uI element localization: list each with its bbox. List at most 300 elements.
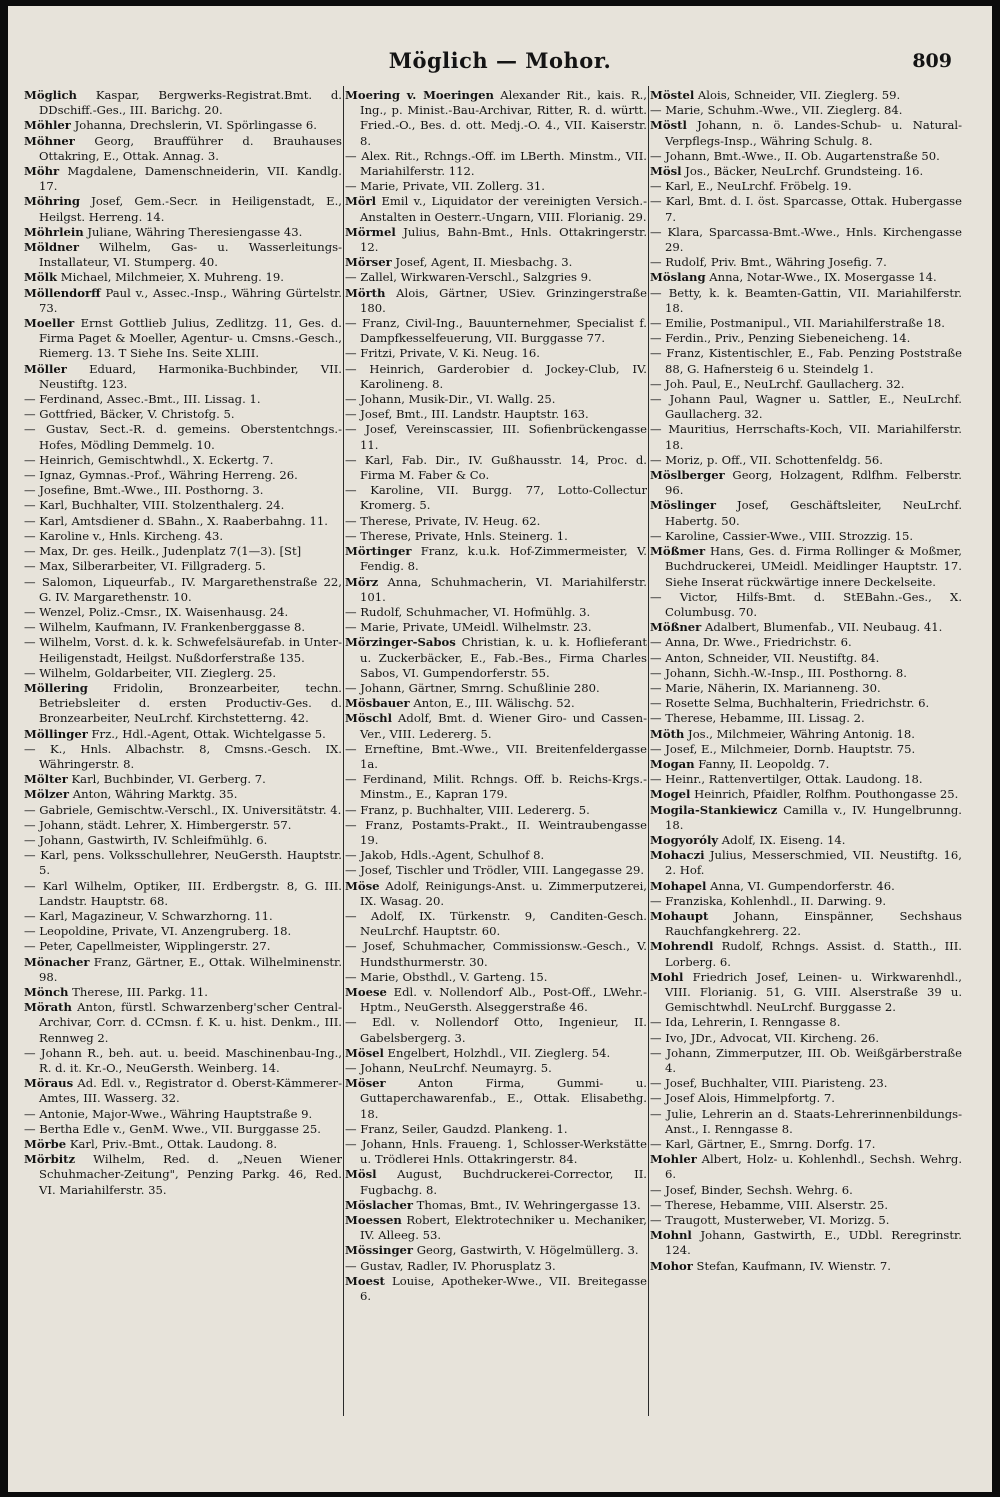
entry-details: Karl, Priv.-Bmt., Ottak. Laudong. 8. [66, 1137, 278, 1152]
entry-surname: Mogan [650, 756, 695, 771]
entry-surname: Möllendorff [24, 285, 101, 300]
entry-surname: Möstel [650, 88, 695, 102]
directory-entry [650, 1015, 962, 1030]
directory-entry [24, 787, 342, 802]
entry-details: Ernst Gottlieb Julius, Zedlitzg. 11, Ges. d. Firma Paget & Moeller, Agentur- u. Cmsns.-Gesch., Riemerg. 13. T Siehe Ins. Seite XLIII. [39, 316, 342, 361]
entry-details: Ad. Edl. v., Registrator d. Oberst-Kämmerer-Amtes, III. Wasserg. 32. [39, 1076, 342, 1106]
entry-details: — Max, Silberarbeiter, VI. Fillgraderg. 5. [24, 559, 266, 574]
entry-details: — Emilie, Postmanipul., VII. Mariahilferstraße 18. [650, 316, 945, 331]
directory-entry [24, 772, 342, 787]
entry-details: — Karl Wilhelm, Optiker, III. Erdbergstr. 8, G. III. Landstr. Hauptstr. 68. [24, 878, 342, 908]
directory-entry [345, 605, 647, 620]
directory-entry [650, 803, 962, 833]
entry-details: Anna, Notar-Wwe., IX. Mosergasse 14. [705, 270, 937, 285]
entry-details: Josef, Gem.-Secr. in Heiligenstadt, E., Heilgst. Herreng. 14. [39, 194, 342, 224]
entry-details: Johann, Einspänner, Sechshaus Rauchfangkehrerg. 22. [665, 908, 962, 939]
entry-details: Engelbert, Holzhdl., VII. Zieglerg. 54. [383, 1045, 611, 1060]
directory-entry [24, 833, 342, 848]
entry-details: — Karl, Buchhalter, VIII. Stolzenthalerg. 24. [24, 498, 285, 513]
entry-details: Louise, Apotheker-Wwe., VII. Breitegasse 6. [360, 1273, 647, 1304]
entry-surname: Möslang [650, 270, 706, 285]
entry-details: — Heinrich, Gemischtwhdl., X. Eckertg. 7. [24, 452, 274, 467]
entry-details: Franz, Gärtner, E., Ottak. Wilhelminenstr. 98. [39, 954, 342, 984]
directory-entry [650, 422, 962, 452]
entry-surname: Mörser [345, 255, 392, 270]
entry-details: — Rosette Selma, Buchhalterin, Friedrichstr. 6. [650, 696, 930, 711]
directory-entry [24, 225, 342, 240]
entry-surname: Moeller [24, 316, 75, 331]
directory-entry [345, 149, 647, 179]
directory-entry [650, 118, 962, 148]
directory-entry [24, 1076, 342, 1106]
directory-entry [345, 1076, 647, 1122]
directory-entry [24, 955, 342, 985]
directory-entry [24, 818, 342, 833]
entry-details: — Wenzel, Poliz.-Cmsr., IX. Waisenhausg. 24. [24, 604, 289, 619]
entry-surname: Mörl [345, 194, 377, 209]
entry-details: — Zallel, Wirkwaren-Verschl., Salzgries 9. [345, 270, 592, 285]
directory-entry [345, 620, 647, 635]
entry-details: — Johann, Hnls. Fraueng. 1, Schlosser-Werkstätte u. Trödlerei Hnls. Ottakringerstr. 84. [345, 1137, 647, 1167]
directory-entry [345, 392, 647, 407]
entry-details: — Marie, Private, UMeidl. Wilhelmstr. 23. [345, 620, 592, 635]
directory-entry [650, 681, 962, 696]
entry-surname: Mönch [24, 984, 69, 999]
directory-entry [650, 1213, 962, 1228]
directory-entry [650, 1183, 962, 1198]
directory-entry [650, 1046, 962, 1076]
directory-entry [345, 1122, 647, 1137]
directory-entry [345, 194, 647, 224]
directory-entry [650, 894, 962, 909]
directory-entry [650, 772, 962, 787]
directory-entry [24, 1046, 342, 1076]
entry-details: Anton, Währing Marktg. 35. [69, 787, 238, 802]
entry-details: — Wilhelm, Kaufmann, IV. Frankenberggasse 8. [24, 620, 306, 635]
entry-details: Alexander Rit., kais. R., Ing., p. Minist.-Bau-Archivar, Ritter, R. d. württ. Fried.-O., Bes. d. ott. Medj.-O. 4., VII. Kaiserstr. 8. [360, 88, 647, 148]
entry-details: — Anton, Schneider, VII. Neustiftg. 84. [650, 650, 880, 665]
directory-entry [345, 179, 647, 194]
entry-details: Alois, Gärtner, USiev. Grinzingerstraße 180. [360, 285, 647, 315]
directory-entry [24, 407, 342, 422]
directory-entry [24, 848, 342, 878]
directory-entry [650, 727, 962, 742]
entry-surname: Mösl [345, 1167, 377, 1182]
directory-entry [345, 879, 647, 909]
page-header [8, 42, 992, 82]
directory-entry [24, 620, 342, 635]
entry-surname: Moese [345, 984, 387, 999]
directory-entry [345, 818, 647, 848]
directory-entry [650, 346, 962, 376]
entry-details: — Johann, Bmt.-Wwe., II. Ob. Augartenstraße 50. [650, 148, 940, 163]
entry-details: — Mauritius, Herrschafts-Koch, VII. Mariahilferstr. 18. [650, 422, 962, 452]
directory-entry [345, 529, 647, 544]
entry-surname: Mohapel [650, 878, 707, 893]
entry-details: — Julie, Lehrerin an d. Staats-Lehrerinnenbildungs-Anst., I. Renngasse 8. [650, 1106, 962, 1136]
entry-details: — Antonie, Major-Wwe., Währing Hauptstraße 9. [24, 1106, 313, 1121]
entry-surname: Mörzinger-Sabos [345, 635, 456, 650]
directory-column-middle [345, 88, 647, 1448]
directory-entry [650, 848, 962, 878]
directory-entry [24, 1000, 342, 1046]
entry-details: — Ignaz, Gymnas.-Prof., Währing Herreng. 26. [24, 468, 298, 483]
directory-entry [345, 909, 647, 939]
entry-details: — Ferdin., Priv., Penzing Siebeneicheng. 14. [650, 331, 911, 346]
directory-entry [24, 559, 342, 574]
entry-details: Karl, Buchbinder, VI. Gerberg. 7. [67, 772, 266, 787]
entry-details: Franz, k.u.k. Hof-Zimmermeister, V. Fendig. 8. [360, 544, 647, 574]
entry-details: Robert, Elektrotechniker u. Mechaniker, IV. Alleeg. 53. [360, 1213, 647, 1243]
directory-entry [345, 1259, 647, 1274]
entry-surname: Moessen [345, 1213, 402, 1228]
directory-entry [345, 970, 647, 985]
directory-entry [24, 879, 342, 909]
directory-entry [345, 635, 647, 681]
entry-details: — Johann, NeuLrchf. Neumayrg. 5. [345, 1061, 552, 1075]
entry-details: Fanny, II. Leopoldg. 7. [694, 756, 830, 771]
entry-surname: Mohor [650, 1258, 693, 1273]
directory-entry [24, 483, 342, 498]
entry-details: — Ivo, JDr., Advocat, VII. Kircheng. 26. [650, 1030, 880, 1045]
entry-details: — Anna, Dr. Wwe., Friedrichstr. 6. [650, 635, 852, 650]
directory-entry [650, 787, 962, 802]
entry-details: — Marie, Näherin, IX. Marianneng. 30. [650, 680, 881, 695]
directory-entry [345, 407, 647, 422]
entry-details: — Marie, Schuhm.-Wwe., VII. Zieglerg. 84. [650, 103, 903, 118]
entry-details: — Bertha Edle v., GenM. Wwe., VII. Burggasse 25. [24, 1121, 321, 1136]
entry-details: Friedrich Josef, Leinen- u. Wirkwarenhdl., VIII. Florianig. 51, G. VIII. Alserstraße 39 u. Gemischtwhdl. NeuLrchf. Burggasse 2. [665, 969, 962, 1015]
entry-details: — Johann Paul, Wagner u. Sattler, E., NeuLrchf. Gaullacherg. 32. [650, 392, 962, 422]
directory-entry [650, 392, 962, 422]
entry-surname: Möslberger [650, 468, 725, 483]
entry-details: Eduard, Harmonika-Buchbinder, VII. Neustiftg. 123. [39, 361, 342, 391]
entry-details: Edl. v. Nollendorf Alb., Post-Off., LWehr.-Hptm., NeuGersth. Alseggerstraße 46. [360, 984, 647, 1015]
entry-details: — Josef, Buchhalter, VIII. Piaristeng. 23. [650, 1076, 888, 1091]
directory-entry [650, 270, 962, 285]
directory-entry [345, 88, 647, 149]
entry-details: — Johann, Musik-Dir., VI. Wallg. 25. [345, 392, 556, 407]
directory-entry [24, 270, 342, 285]
directory-entry [345, 696, 647, 711]
entry-surname: Mößmer [650, 544, 706, 559]
entry-details: — Moriz, p. Off., VII. Schottenfeldg. 56. [650, 452, 883, 467]
entry-details: — Peter, Capellmeister, Wipplingerstr. 27. [24, 939, 271, 954]
entry-surname: Mohnl [650, 1228, 692, 1243]
directory-page [8, 6, 992, 1492]
entry-details: — Leopoldine, Private, VI. Anzengruberg. 18. [24, 924, 292, 939]
entry-details: Anton Firma, Gummi- u. Guttaperchawarenfab., E., Ottak. Elisabethg. 18. [360, 1076, 647, 1121]
directory-entry [345, 255, 647, 270]
entry-details: — Johann, städt. Lehrer, X. Himbergerstr. 57. [24, 817, 292, 832]
entry-details: — Franz, Civil-Ing., Bauunternehmer, Specialist f. Dampfkesselfeuerung, VII. Burggasse 77. [345, 316, 647, 346]
entry-details: Johanna, Drechslerin, VI. Spörlingasse 6. [70, 118, 317, 133]
directory-entry [650, 255, 962, 270]
directory-entry [650, 1228, 962, 1258]
entry-details: Albert, Holz- u. Kohlenhdl., Sechsh. Wehrg. 6. [665, 1152, 962, 1182]
page-title: Möglich — Mohor. [388, 48, 612, 73]
entry-details: — Johann, Gärtner, Smrng. Schußlinie 280. [345, 680, 600, 695]
directory-entry [650, 544, 962, 590]
directory-entry [650, 88, 962, 103]
directory-entry [24, 939, 342, 954]
entry-details: — Karl, Magazineur, V. Schwarzhorng. 11. [24, 908, 273, 923]
entry-details: Rudolf, Rchngs. Assist. d. Statth., III. Lorberg. 6. [665, 939, 962, 969]
directory-entry [345, 1213, 647, 1243]
entry-details: — Franz, p. Buchhalter, VIII. Ledererg. 5. [345, 802, 590, 817]
entry-details: Wilhelm, Gas- u. Wasserleitungs-Installateur, VI. Stumperg. 40. [39, 240, 342, 270]
entry-details: — Heinr., Rattenvertilger, Ottak. Laudong. 18. [650, 772, 923, 787]
directory-entry [650, 1259, 962, 1274]
entry-details: — Karl, Bmt. d. I. öst. Sparcasse, Ottak. Hubergasse 7. [650, 194, 962, 224]
entry-details: Josef, Agent, II. Miesbachg. 3. [391, 255, 573, 270]
entry-details: Paul v., Assec.-Insp., Währing Gürtelstr. 73. [39, 285, 342, 315]
entry-details: — Fritzi, Private, V. Ki. Neug. 16. [345, 346, 540, 361]
entry-details: August, Buchdruckerei-Corrector, II. Fugbachg. 8. [360, 1167, 647, 1197]
directory-entry [650, 1091, 962, 1106]
entry-surname: Mölzer [24, 787, 70, 802]
directory-entry [24, 635, 342, 665]
entry-details: — Josef, Vereinscassier, III. Sofienbrückengasse 11. [345, 422, 647, 452]
entry-details: Georg, Gastwirth, V. Högelmüllerg. 3. [413, 1243, 639, 1258]
directory-entry [345, 1274, 647, 1304]
entry-details: — Alex. Rit., Rchngs.-Off. im LBerth. Minstm., VII. Mariahilferstr. 112. [345, 148, 647, 179]
directory-entry [345, 362, 647, 392]
directory-entry [650, 635, 962, 650]
entry-details: — Johann R., beh. aut. u. beeid. Maschinenbau-Ing., R. d. it. Kr.-O., NeuGersth. Weinberg. 14. [24, 1045, 342, 1075]
directory-entry [650, 909, 962, 939]
entry-details: — Josef, Tischler und Trödler, VIII. Langegasse 29. [345, 863, 645, 878]
entry-details: — Adolf, IX. Türkenstr. 9, Canditen-Gesch. NeuLrchf. Hauptstr. 60. [345, 908, 647, 939]
entry-details: — Joh. Paul, E., NeuLrchf. Gaullacherg. 32. [650, 376, 905, 391]
entry-details: Fridolin, Bronzearbeiter, techn. Betriebsleiter d. ersten Productiv-Ges. d. Bronzearbeiter, NeuLrchf. Kirchstetterng. 42. [39, 680, 342, 726]
directory-entry [650, 711, 962, 726]
entry-details: — Josef, E., Milchmeier, Dornb. Hauptstr. 75. [650, 741, 916, 756]
entry-details: — Edl. v. Nollendorf Otto, Ingenieur, II. Gabelsbergerg. 3. [345, 1015, 647, 1045]
directory-entry [24, 529, 342, 544]
entry-surname: Möllinger [24, 726, 88, 741]
entry-surname: Moest [345, 1273, 385, 1288]
entry-details: Jos., Bäcker, NeuLrchf. Grundsteing. 16. [681, 164, 924, 179]
directory-entry [345, 316, 647, 346]
entry-details: — Ida, Lehrerin, I. Renngasse 8. [650, 1015, 841, 1030]
directory-entry [24, 909, 342, 924]
page-number: 809 [912, 50, 952, 72]
directory-entry [345, 225, 647, 255]
directory-entry [650, 651, 962, 666]
directory-entry [650, 286, 962, 316]
entry-details: Georg, Holzagent, Rdlfhm. Felberstr. 96. [665, 468, 962, 498]
entry-details: Adolf, IX. Eiseng. 14. [718, 832, 846, 847]
entry-details: Georg, Braufführer d. Brauhauses Ottakring, E., Ottak. Annag. 3. [39, 133, 342, 163]
entry-details: — Karl, pens. Volksschullehrer, NeuGersth. Hauptstr. 5. [24, 848, 342, 878]
entry-details: Anna, Schuhmacherin, VI. Mariahilferstr. 101. [360, 574, 647, 604]
directory-entry [24, 1122, 342, 1137]
entry-details: Anton, E., III. Wälischg. 52. [409, 696, 575, 711]
entry-surname: Möhner [24, 133, 75, 148]
directory-entry [24, 498, 342, 513]
entry-surname: Möse [345, 878, 380, 893]
entry-details: — Victor, Hilfs-Bmt. d. StEBahn.-Ges., X. Columbusg. 70. [650, 589, 962, 619]
directory-entry [24, 134, 342, 164]
entry-details: — Jakob, Hdls.-Agent, Schulhof 8. [345, 848, 545, 863]
directory-entry [650, 164, 962, 179]
entry-details: — Therese, Private, Hnls. Steinerg. 1. [345, 528, 568, 543]
entry-surname: Mösel [345, 1045, 384, 1060]
directory-entry [650, 757, 962, 772]
entry-details: — Wilhelm, Goldarbeiter, VII. Zieglerg. 25. [24, 665, 277, 680]
entry-surname: Mösbauer [345, 696, 410, 711]
entry-surname: Mohrendl [650, 939, 714, 954]
entry-details: — Karl, E., NeuLrchf. Fröbelg. 19. [650, 179, 852, 194]
directory-entry [650, 1152, 962, 1182]
column-divider [343, 86, 344, 1416]
directory-entry [24, 924, 342, 939]
entry-surname: Mörz [345, 574, 379, 589]
entry-surname: Mösl [650, 164, 682, 179]
directory-entry [24, 742, 342, 772]
directory-entry [345, 270, 647, 285]
entry-surname: Möraus [24, 1076, 74, 1091]
directory-entry [650, 225, 962, 255]
entry-surname: Mölk [24, 270, 58, 285]
directory-entry [345, 483, 647, 513]
directory-entry [650, 149, 962, 164]
entry-surname: Möglich [24, 88, 77, 102]
directory-entry [345, 575, 647, 605]
directory-entry [24, 803, 342, 818]
directory-entry [24, 88, 342, 118]
entry-surname: Mohler [650, 1152, 697, 1167]
directory-entry [345, 422, 647, 452]
directory-entry [24, 575, 342, 605]
directory-entry [650, 939, 962, 969]
entry-surname: Möhring [24, 194, 81, 209]
entry-details: Thomas, Bmt., IV. Wehringergasse 13. [412, 1197, 641, 1212]
entry-surname: Mörtinger [345, 544, 412, 559]
entry-surname: Mörbe [24, 1137, 67, 1152]
entry-surname: Möhr [24, 164, 60, 179]
directory-entry [345, 1061, 647, 1076]
entry-details: — Franz, Kistentischler, E., Fab. Penzing Poststraße 88, G. Hafnersteig 6 u. Steindelg 1. [650, 346, 962, 376]
entry-details: — Therese, Private, IV. Heug. 62. [345, 513, 541, 528]
entry-details: — Karoline v., Hnls. Kircheng. 43. [24, 528, 224, 543]
entry-details: — Rudolf, Schuhmacher, VI. Hofmühlg. 3. [345, 604, 591, 619]
directory-entry [24, 666, 342, 681]
directory-entry [650, 1198, 962, 1213]
entry-surname: Mörbitz [24, 1152, 76, 1167]
entry-details: — Gottfried, Bäcker, V. Christofg. 5. [24, 407, 235, 422]
entry-details: — Josef, Bmt., III. Landstr. Hauptstr. 163. [345, 407, 589, 422]
directory-entry [650, 696, 962, 711]
directory-entry [650, 377, 962, 392]
directory-entry [650, 498, 962, 528]
entry-surname: Möslinger [650, 498, 716, 513]
directory-entry [650, 879, 962, 894]
entry-surname: Mohaupt [650, 908, 709, 923]
entry-details: Adolf, Bmt. d. Wiener Giro- und Cassen-Ver., VIII. Ledererg. 5. [360, 711, 647, 741]
entry-surname: Mönacher [24, 954, 90, 969]
entry-surname: Möldner [24, 240, 79, 255]
directory-entry [345, 772, 647, 802]
entry-details: Heinrich, Pfaidler, Rolfhm. Pouthongasse 25. [690, 787, 959, 802]
directory-entry [345, 985, 647, 1015]
directory-column-right [650, 88, 962, 1448]
directory-entry [24, 118, 342, 133]
directory-entry [24, 164, 342, 194]
entry-details: — Franz, Postamts-Prakt., II. Weintraubengasse 19. [345, 817, 647, 847]
entry-details: — Josef Alois, Himmelpfortg. 7. [650, 1091, 835, 1106]
directory-entry [24, 286, 342, 316]
directory-entry [345, 1015, 647, 1045]
entry-details: — Gustav, Radler, IV. Phorusplatz 3. [345, 1258, 556, 1273]
entry-details: Christian, k. u. k. Hoflieferant u. Zuckerbäcker, E., Fab.-Bes., Firma Charles Sabos, VI. Gumpendorferstr. 55. [360, 635, 647, 680]
directory-entry [650, 194, 962, 224]
directory-entry [650, 1107, 962, 1137]
entry-details: Frz., Hdl.-Agent, Ottak. Wichtelgasse 5. [87, 726, 326, 741]
entry-details: — Salomon, Liqueurfab., IV. Margarethenstraße 22, G. IV. Margarethenstr. 10. [24, 574, 342, 604]
entry-details: — Max, Dr. ges. Heilk., Judenplatz 7(1—3). [St] [24, 544, 302, 559]
entry-details: — Josef, Schuhmacher, Commissionsw.-Gesch., V. Hundsthurmerstr. 30. [345, 939, 647, 969]
entry-details: — Therese, Hebamme, III. Lissag. 2. [650, 711, 865, 726]
directory-entry [345, 514, 647, 529]
directory-entry [24, 1107, 342, 1122]
entry-details: Josef, Geschäftsleiter, NeuLrchf. Habertg. 50. [665, 498, 962, 528]
directory-entry [650, 590, 962, 620]
entry-details: — Marie, Obsthdl., V. Garteng. 15. [345, 969, 548, 984]
entry-details: Wilhelm, Red. d. „Neuen Wiener Schuhmacher-Zeitung", Penzing Parkg. 46, Red. VI. Mariahilferstr. 35. [39, 1152, 342, 1197]
entry-details: — Klara, Sparcassa-Bmt.-Wwe., Hnls. Kirchengasse 29. [650, 224, 962, 255]
entry-details: — Wilhelm, Vorst. d. k. k. Schwefelsäurefab. in Unter-Heiligenstadt, Heilgst. Nußdorferstraße 135. [24, 635, 342, 665]
directory-entry [345, 544, 647, 574]
entry-details: Alois, Schneider, VII. Zieglerg. 59. [694, 88, 901, 102]
directory-entry [24, 422, 342, 452]
entry-details: — Ferdinand, Milit. Rchngs. Off. b. Reichs-Krgs.-Minstm., E., Kapran 179. [345, 772, 647, 802]
directory-entry [24, 985, 342, 1000]
entry-details: Julius, Bahn-Bmt., Hnls. Ottakringerstr. 12. [360, 224, 647, 255]
directory-entry [650, 529, 962, 544]
directory-entry [345, 742, 647, 772]
entry-surname: Mohl [650, 969, 684, 984]
entry-details: — Gustav, Sect.-R. d. gemeins. Oberstentchngs.-Hofes, Mödling Demmelg. 10. [24, 422, 342, 452]
directory-entry [345, 1198, 647, 1213]
entry-surname: Möstl [650, 118, 687, 133]
directory-entry [24, 1152, 342, 1198]
entry-surname: Mössinger [345, 1243, 414, 1258]
directory-entry [24, 316, 342, 362]
entry-details: — Josef, Binder, Sechsh. Wehrg. 6. [650, 1182, 853, 1197]
directory-entry [24, 392, 342, 407]
entry-details: Johann, n. ö. Landes-Schub- u. Natural-Verpflegs-Insp., Währing Schulg. 8. [665, 118, 962, 148]
directory-entry [650, 331, 962, 346]
entry-surname: Möschl [345, 711, 392, 726]
entry-details: — Karoline, VII. Burgg. 77, Lotto-Collectur Kromerg. 5. [345, 483, 647, 513]
entry-details: Julius, Messerschmied, VII. Neustiftg. 16, 2. Hof. [665, 848, 962, 878]
entry-details: — Ferdinand, Assec.-Bmt., III. Lissag. 1. [24, 392, 261, 407]
entry-surname: Möser [345, 1076, 386, 1091]
directory-entry [345, 939, 647, 969]
entry-surname: Möth [650, 726, 685, 741]
entry-details: — Therese, Hebamme, VIII. Alserstr. 25. [650, 1197, 889, 1212]
directory-entry [24, 605, 342, 620]
entry-surname: Mogel [650, 787, 691, 802]
directory-entry [345, 1137, 647, 1167]
directory-entry [24, 240, 342, 270]
entry-details: — Heinrich, Garderobier d. Jockey-Club, IV. Karolineng. 8. [345, 361, 647, 391]
directory-entry [24, 453, 342, 468]
directory-entry [650, 103, 962, 118]
entry-details: — Gabriele, Gemischtw.-Verschl., IX. Universitätstr. 4. [24, 802, 342, 817]
